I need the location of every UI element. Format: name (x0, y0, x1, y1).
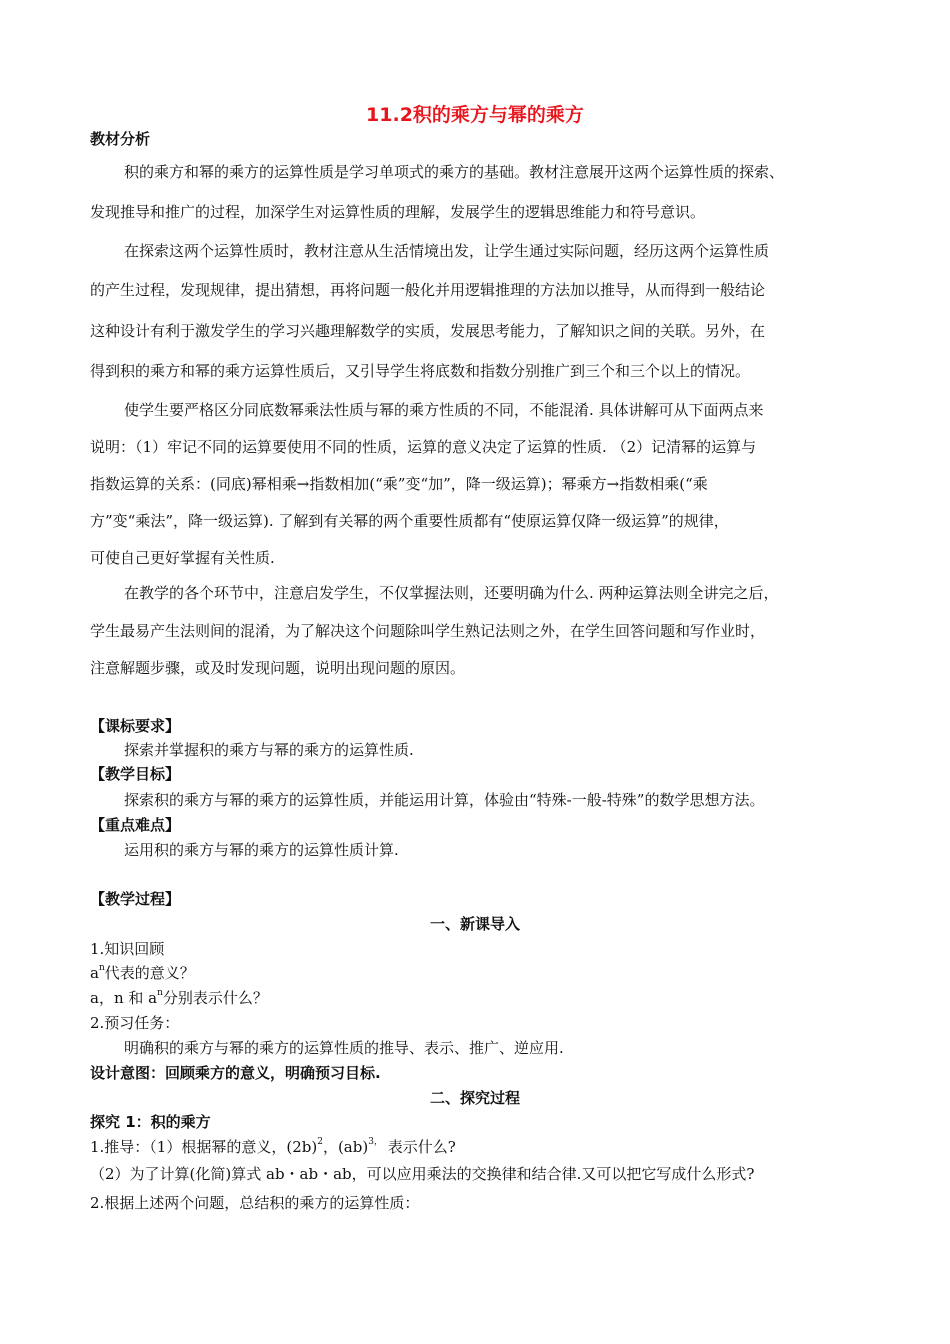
analysis-line: 说明：（1）牢记不同的运算要使用不同的性质，运算的意义决定了运算的性质. （2）记清幂的运算与 (90, 438, 757, 456)
review-question-2: a，n 和 $a^n$分别表示什么？ (90, 988, 268, 1007)
summary-line: 2.根据上述两个问题，总结积的乘方的运算性质： (90, 1194, 420, 1212)
explore-heading: 探究 1：积的乘方 (90, 1113, 211, 1131)
derivation-line-2: （2）为了计算(化简)算式 ab・ab・ab，可以应用乘法的交换律和结合律.又可以把它写成什么形式? (90, 1165, 755, 1183)
preview-text: 明确积的乘方与幂的乘方的运算性质的推导、表示、推广、逆应用. (124, 1039, 564, 1057)
analysis-line: 在探索这两个运算性质时，教材注意从生活情境出发，让学生通过实际问题，经历这两个运算性质 (124, 242, 770, 260)
section-heading: 二、探究过程 (429, 1089, 520, 1107)
analysis-line: 注意解题步骤，或及时发现问题，说明出现问题的原因。 (90, 659, 466, 677)
keypoint-text: 运用积的乘方与幂的乘方的运算性质计算. (124, 841, 399, 859)
analysis-line: 指数运算的关系：(同底)幂相乘→指数相加(“乘”变“加”，降一级运算)；幂乘方→指数相乘(“乘 (90, 475, 708, 493)
derivation-line-1: 1.推导：（1）根据幂的意义，$(2b)^2$，(ab)$^{3,}$ 表示什么? (90, 1137, 456, 1156)
objective-text: 探索积的乘方与幂的乘方的运算性质，并能运用计算，体验由“特殊-一般-特殊”的数学思想方法。 (124, 791, 765, 809)
preview-title: 2.预习任务： (90, 1014, 180, 1032)
standard-text: 探索并掌握积的乘方与幂的乘方的运算性质. (124, 741, 414, 759)
keypoint-heading: 【重点难点】 (90, 816, 181, 834)
analysis-line: 得到积的乘方和幂的乘方运算性质后，又引导学生将底数和指数分别推广到三个和三个以上的情况。 (90, 362, 751, 380)
analysis-line: 发现推导和推广的过程，加深学生对运算性质的理解，发展学生的逻辑思维能力和符号意识。 (90, 203, 706, 221)
standard-heading: 【课标要求】 (90, 717, 181, 735)
analysis-line: 使学生要严格区分同底数幂乘法性质与幂的乘方性质的不同，不能混淆. 具体讲解可从下面两点来 (124, 401, 764, 419)
review-title: 1.知识回顾 (90, 940, 165, 958)
analysis-line: 方”变“乘法”，降一级运算). 了解到有关幂的两个重要性质都有“使原运算仅降一级运算”的规律， (90, 512, 729, 530)
objective-heading: 【教学目标】 (90, 765, 181, 783)
analysis-line: 可使自己更好掌握有关性质. (90, 549, 275, 567)
review-question-1: $a^n$代表的意义？ (90, 963, 195, 982)
analysis-heading: 教材分析 (90, 130, 151, 148)
analysis-line: 的产生过程，发现规律，提出猜想，再将问题一般化并用逻辑推理的方法加以推导，从而得到一般结论 (90, 281, 766, 299)
design-intent: 设计意图：回顾乘方的意义，明确预习目标. (90, 1064, 381, 1082)
analysis-line: 积的乘方和幂的乘方的运算性质是学习单项式的乘方的基础。教材注意展开这两个运算性质的探索、 (124, 163, 785, 181)
analysis-line: 在教学的各个环节中，注意启发学生，不仅掌握法则，还要明确为什么. 两种运算法则全讲完之后， (124, 584, 779, 602)
document-title: 11.2积的乘方与幂的乘方 (366, 104, 584, 126)
section-heading: 一、新课导入 (429, 915, 520, 933)
analysis-line: 这种设计有利于激发学生的学习兴趣理解数学的实质，发展思考能力，了解知识之间的关联。另外，在 (90, 322, 766, 340)
analysis-line: 学生最易产生法则间的混淆，为了解决这个问题除叫学生熟记法则之外，在学生回答问题和写作业时， (90, 622, 766, 640)
process-heading: 【教学过程】 (90, 890, 181, 908)
